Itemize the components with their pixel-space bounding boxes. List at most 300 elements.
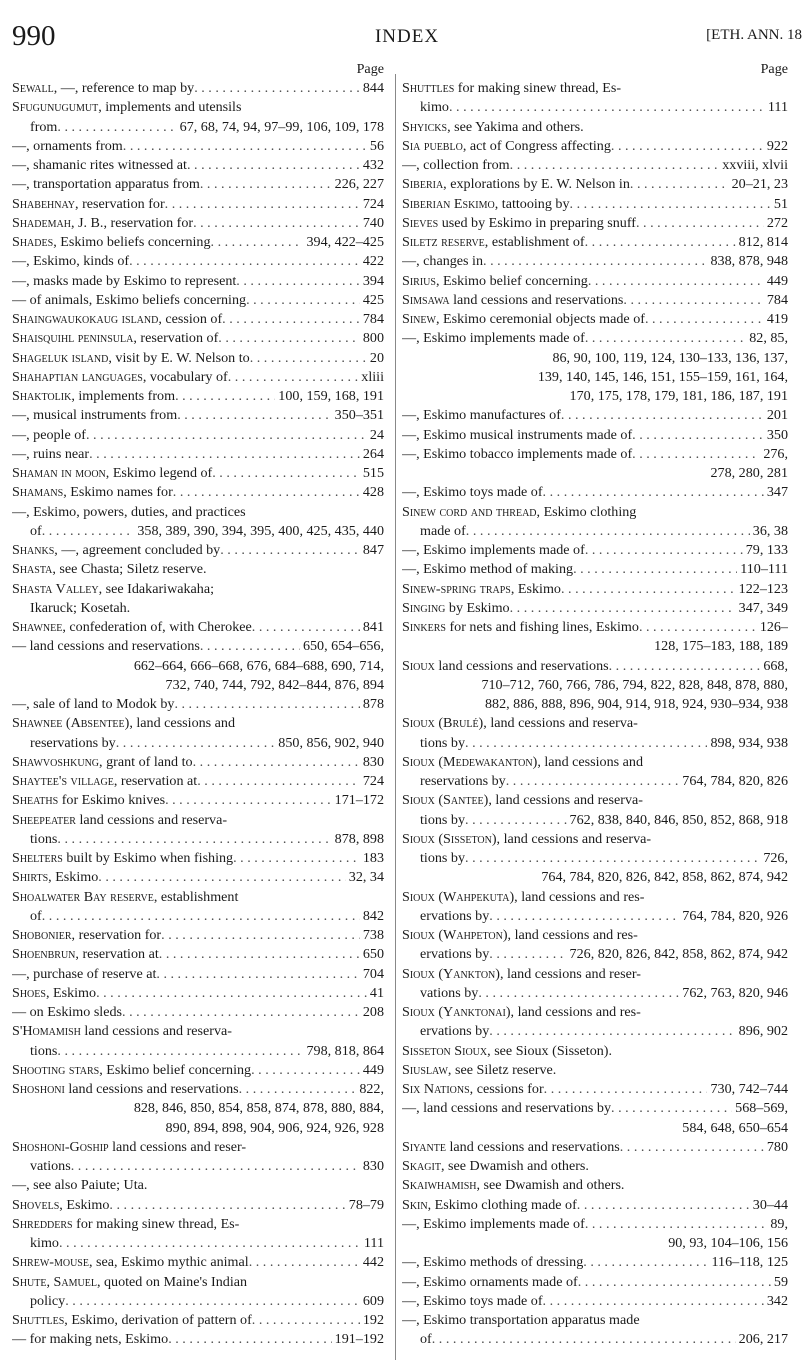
entry-heading: Sioux (Sisseton) (402, 830, 497, 847)
entry-body: — for making nets, Eskimo (12, 1331, 169, 1348)
dot-leader (573, 560, 737, 579)
dot-leader (630, 175, 729, 194)
entry-body: from (30, 118, 58, 135)
index-entry-line (402, 1215, 788, 1234)
entry-heading: Sioux (402, 657, 435, 674)
index-entry-line (402, 1292, 788, 1311)
page-refs: 442 (362, 1254, 384, 1271)
entry-text (12, 1003, 122, 1022)
entry-body: , sea, Eskimo mythic animal (88, 1254, 249, 1271)
entry-body: —, musical instruments from (12, 407, 178, 424)
entry-body: —, transportation apparatus from (12, 176, 200, 193)
index-entry-line (12, 195, 384, 214)
page-refs: 726, 820, 826, 842, 858, 862, 874, 942 (569, 946, 788, 963)
index-entry-line (12, 406, 384, 425)
entry-body: , land cessions and reserva- (488, 792, 643, 809)
index-entry-line (402, 1176, 788, 1195)
entry-text (12, 1080, 239, 1099)
entry-heading: S'Homamish (12, 1023, 81, 1040)
entry-body: , —, agreement concluded by (54, 542, 221, 558)
entry-text (12, 252, 129, 271)
page-refs: 201 (766, 407, 788, 424)
entry-body: tions by (420, 811, 466, 828)
entry-text (402, 618, 639, 637)
entry-body: , Eskimo (45, 984, 97, 1001)
page-refs: 36, 38 (752, 522, 788, 539)
dot-leader (57, 830, 331, 849)
entry-heading: Sfugunugumut (12, 99, 99, 116)
entry-text (12, 156, 187, 175)
index-entry-line (12, 445, 384, 464)
page-refs: xliii (361, 368, 384, 385)
page-refs: 668, (763, 657, 788, 674)
entry-heading: Shaytee's village (12, 773, 114, 789)
entry-text (420, 734, 465, 753)
page-refs: 740 (362, 214, 384, 231)
page-refs: 192 (362, 1312, 384, 1328)
section-title: INDEX (374, 26, 440, 47)
page-refs: 111 (363, 1235, 384, 1251)
index-entry-line (402, 541, 788, 560)
page-refs: 394, 422–425 (306, 234, 384, 250)
index-entry-line (402, 1061, 788, 1080)
entry-text (402, 310, 645, 329)
entry-body: , implements from (71, 388, 176, 404)
entry-body: , Eskimo (48, 869, 99, 886)
page-refs: 922 (766, 137, 788, 154)
entry-text (402, 195, 570, 214)
entry-body: , Eskimo clothing made of (427, 1196, 577, 1213)
entry-heading: Shuttles (12, 1312, 65, 1328)
entry-body: , land cessions and res- (507, 927, 638, 943)
page-refs: 449 (362, 1061, 384, 1078)
column-rule (395, 74, 396, 1360)
page-refs: 784 (766, 291, 788, 308)
page-refs: 347, 349 (738, 599, 788, 616)
index-entry-line (12, 868, 384, 887)
entry-body: —, ruins near (12, 445, 90, 462)
index-entry-line (402, 734, 788, 753)
entry-text (402, 291, 623, 310)
index-entry-line (12, 464, 384, 483)
page-refs: 896, 902 (738, 1023, 788, 1040)
dot-leader (98, 868, 346, 887)
dot-leader (465, 734, 707, 753)
entry-text (12, 483, 173, 502)
page-refs: 850, 856, 902, 940 (278, 734, 384, 751)
entry-text (12, 137, 123, 156)
dot-leader (561, 580, 736, 599)
entry-text (12, 503, 246, 522)
dot-leader (122, 1003, 360, 1022)
index-column-left (12, 60, 384, 1350)
dot-leader (109, 1196, 345, 1215)
dot-leader (233, 849, 360, 868)
dot-leader (211, 233, 304, 252)
dot-leader (620, 1138, 764, 1157)
index-entry-line (12, 1138, 384, 1157)
index-entry-line (12, 214, 384, 233)
entry-text (30, 118, 57, 137)
page-refs: 800 (362, 330, 384, 347)
entry-text (12, 445, 89, 464)
entry-body: , Eskimo belief concerning (435, 272, 588, 289)
entry-text (402, 580, 561, 599)
entry-body: reservations by (30, 734, 116, 751)
dot-leader (161, 926, 360, 945)
dot-leader (489, 1022, 735, 1041)
dot-leader (239, 1080, 357, 1099)
index-entry-line (12, 1311, 384, 1330)
entry-text (402, 657, 609, 676)
entry-text (12, 849, 233, 868)
entry-text (12, 1138, 246, 1157)
index-entry-line (12, 1022, 384, 1041)
dot-leader (174, 695, 359, 714)
index-entry-line (402, 1099, 788, 1118)
entry-heading: Sia pueblo (402, 137, 463, 154)
entry-body: — land cessions and reservations (12, 638, 200, 655)
dot-leader (246, 291, 360, 310)
dot-leader (42, 522, 135, 541)
page-refs: 170, 175, 178, 179, 181, 186, 187, 191 (569, 388, 788, 404)
entry-body: , visit by E. W. Nelson to (108, 349, 250, 366)
index-entry-line (12, 811, 384, 830)
index-entry-line (402, 1003, 788, 1022)
entry-body: —, masks made by Eskimo to represent (12, 272, 237, 289)
entry-body: —, ornaments from (12, 137, 123, 154)
entry-text (420, 772, 506, 791)
page-refs: xxviii, xlvii (722, 157, 788, 173)
entry-text (420, 849, 465, 868)
index-entry-line (402, 233, 788, 252)
page-refs: 79, 133 (745, 542, 788, 558)
entry-body: , —, reference to map by (53, 80, 195, 96)
page-refs: 830 (362, 1158, 384, 1174)
entry-text (12, 175, 200, 194)
entry-body: , implements and utensils (98, 99, 242, 116)
entry-body: , Eskimo names for (63, 484, 173, 501)
entry-text (12, 753, 193, 772)
entry-heading: Shabehnay (12, 195, 76, 212)
entry-text (402, 1099, 611, 1118)
index-entry-line (402, 1273, 788, 1292)
index-entry-line (12, 1003, 384, 1022)
entry-heading: Shageluk island (12, 349, 109, 366)
entry-heading: Sioux (Yanktonai) (402, 1004, 511, 1020)
entry-body: reservations by (420, 773, 506, 789)
page-refs: 20 (369, 349, 384, 366)
entry-body: — on Eskimo sleds (12, 1004, 123, 1020)
entry-heading: Shute, Samuel (12, 1273, 97, 1290)
entry-heading: Shoenbrun (12, 946, 76, 963)
entry-body: —, shamanic rites witnessed at (12, 157, 187, 173)
entry-body: land cessions and reser- (108, 1138, 247, 1155)
page-refs: 206, 217 (738, 1331, 788, 1348)
index-entry-line (402, 753, 788, 772)
entry-body: tions (30, 830, 58, 847)
index-entry-line (402, 618, 788, 637)
index-entry-line (12, 945, 384, 964)
entry-text (402, 714, 638, 733)
entry-heading: Simsawa (402, 291, 450, 308)
entry-heading: Shanks (12, 542, 55, 558)
entry-body: made of (420, 522, 466, 539)
entry-text (30, 830, 57, 849)
entry-body: , land cessions and res- (510, 1004, 641, 1020)
index-entry-line (12, 137, 384, 156)
page-refs: 111 (767, 99, 788, 116)
index-entry-line (12, 252, 384, 271)
entry-heading: Shoshoni-Goship (12, 1138, 109, 1155)
dot-leader (65, 1292, 360, 1311)
entry-body: —, Eskimo toys made of (402, 1292, 543, 1309)
dot-leader (611, 1099, 732, 1118)
entry-body: —, Eskimo toys made of (402, 484, 543, 501)
entry-body: tions (30, 1042, 58, 1059)
entry-body: kimo (420, 99, 449, 116)
entry-text (12, 1253, 249, 1272)
entry-text (402, 541, 585, 560)
page-refs: 428 (362, 484, 384, 501)
entry-text (12, 195, 165, 214)
index-entry-line (402, 599, 788, 618)
dot-leader (116, 734, 276, 753)
entry-text (12, 1215, 239, 1234)
entry-heading: Skagit (402, 1158, 441, 1174)
page-refs: 358, 389, 390, 394, 395, 400, 425, 435, 440 (137, 522, 384, 539)
index-entry-line (402, 329, 788, 348)
dot-leader (86, 426, 367, 445)
page-refs: 828, 846, 850, 854, 858, 874, 878, 880, 884, (133, 1100, 384, 1117)
index-entry-line (12, 599, 384, 618)
entry-text (402, 483, 543, 502)
entry-text (30, 907, 42, 926)
entry-text (12, 79, 194, 98)
entry-body: , see Yakima and others. (447, 118, 584, 135)
page-refs: 878, 898 (334, 830, 384, 847)
entry-body: , Eskimo legend of (105, 465, 213, 481)
index-entry-line (12, 580, 384, 599)
entry-body: , see Sioux (Sisseton). (487, 1042, 613, 1059)
entry-text (12, 868, 98, 887)
entry-body: , land cessions and res- (514, 888, 645, 905)
entry-body: —, Eskimo tobacco implements made of (402, 445, 633, 462)
entry-body: , reservation of (133, 330, 219, 347)
index-entry-line (12, 233, 384, 252)
entry-text (30, 1157, 71, 1176)
dot-leader (220, 541, 360, 560)
index-entry-line (12, 849, 384, 868)
index-entry-line (402, 984, 788, 1003)
index-entry-line (402, 464, 788, 483)
index-entry-line (402, 426, 788, 445)
entry-heading: Sioux (Santee) (402, 792, 489, 809)
entry-body: for making sinew thread, Es- (454, 80, 622, 96)
entry-text (402, 599, 510, 618)
page-refs: 650 (362, 946, 384, 963)
index-entry-line (12, 1080, 384, 1099)
entry-heading: Shirts (12, 869, 49, 886)
entry-text (420, 98, 449, 117)
dot-leader (252, 1311, 360, 1330)
page-refs: 780 (766, 1138, 788, 1155)
index-entry-line (402, 175, 788, 194)
index-column-right (402, 60, 788, 1350)
dot-leader (200, 637, 300, 656)
entry-text (12, 272, 236, 291)
index-entry-line (12, 965, 384, 984)
entry-body: —, Eskimo implements made of (402, 1215, 585, 1232)
entry-text (402, 1215, 585, 1234)
entry-body: —, Eskimo method of making (402, 561, 574, 578)
dot-leader (59, 1234, 361, 1253)
index-entry-line (402, 907, 788, 926)
dot-leader (585, 541, 743, 560)
entry-heading: Shamans (12, 484, 64, 501)
entry-text (12, 464, 212, 483)
dot-leader (252, 618, 360, 637)
page-refs: 724 (362, 195, 384, 212)
entry-heading: Shrew-mouse (12, 1254, 89, 1271)
dot-leader (510, 156, 720, 175)
entry-body: land cessions and reservations (445, 1138, 620, 1155)
page-number: 990 (12, 20, 56, 52)
dot-leader (222, 310, 360, 329)
index-entry-line (402, 868, 788, 887)
entry-body: ervations by (420, 1023, 490, 1040)
page-refs: 830 (362, 753, 384, 770)
index-entry-line (402, 772, 788, 791)
page-refs: 762, 763, 820, 946 (682, 984, 788, 1001)
index-entry-line (402, 1022, 788, 1041)
index-entry-line (12, 926, 384, 945)
dot-leader (212, 464, 360, 483)
index-entry-line (12, 387, 384, 406)
entry-text (402, 1292, 543, 1311)
entry-body: of (30, 907, 42, 924)
page-refs: 584, 648, 650–654 (682, 1119, 788, 1136)
page-refs: 272 (766, 214, 788, 231)
page-refs: 732, 740, 744, 792, 842–844, 876, 894 (165, 676, 384, 693)
page-refs: 726, (763, 850, 788, 866)
entry-text (402, 753, 643, 772)
dot-leader (236, 272, 360, 291)
entry-text (402, 503, 636, 522)
page-refs: 425 (362, 291, 384, 308)
entry-body: —, Eskimo implements made of (402, 330, 585, 347)
entry-body: , land cessions and (537, 753, 643, 770)
entry-heading: Skaiwhamish (402, 1177, 477, 1194)
entry-heading: Shoshoni (12, 1081, 65, 1097)
entry-text (402, 445, 632, 464)
entry-body: —, land cessions and reservations by (402, 1100, 612, 1117)
dot-leader (585, 233, 736, 252)
index-entry-line (402, 1253, 788, 1272)
entry-body: , tattooing by (494, 195, 570, 212)
index-entry-line (402, 1042, 788, 1061)
entry-body: , Eskimo clothing (536, 503, 637, 520)
entry-text (402, 175, 630, 194)
entry-text (402, 560, 573, 579)
entry-heading: Shaisquihl peninsula (12, 330, 134, 347)
entry-body: policy (30, 1292, 66, 1309)
dot-leader (173, 483, 360, 502)
entry-body: , land cessions and (129, 715, 236, 732)
dot-leader (197, 772, 360, 791)
entry-heading: Sinew (402, 311, 436, 327)
page-refs: 764, 784, 820, 826 (682, 773, 788, 789)
dot-leader (159, 945, 360, 964)
entry-text (12, 888, 238, 907)
index-entry-line (402, 830, 788, 849)
entry-text (30, 1292, 65, 1311)
index-entry-line (402, 714, 788, 733)
entry-heading: Shelters (12, 850, 63, 866)
entry-text (12, 426, 86, 445)
entry-body: built by Eskimo when fishing (62, 850, 234, 866)
page-refs: 191–192 (334, 1331, 384, 1348)
entry-text (12, 560, 207, 579)
entry-heading: Sioux (Brulé) (402, 715, 484, 732)
index-entry-line (12, 368, 384, 387)
entry-text (402, 406, 561, 425)
entry-text (12, 1273, 247, 1292)
entry-text (402, 156, 510, 175)
dot-leader (168, 1330, 331, 1349)
page-refs: 764, 784, 820, 826, 842, 858, 862, 874, 942 (541, 869, 788, 886)
page-refs: 762, 838, 840, 846, 850, 852, 868, 918 (569, 811, 788, 828)
entry-text (402, 1176, 624, 1195)
entry-text (12, 1330, 168, 1349)
entry-body: , land cessions and reser- (499, 965, 641, 982)
entry-heading: Shades (12, 234, 54, 250)
entry-body: for nets and fishing lines, Eskimo (445, 619, 639, 635)
entry-text (12, 637, 200, 656)
entry-text (402, 214, 636, 233)
index-entry-line (402, 849, 788, 868)
page-refs: 764, 784, 820, 926 (682, 907, 788, 924)
dot-leader (510, 599, 736, 618)
index-entry-line (12, 1215, 384, 1234)
entry-heading: Sioux (Medewakanton) (402, 753, 538, 770)
entry-text (402, 1080, 544, 1099)
index-entry-line (402, 137, 788, 156)
page-refs: 51 (773, 195, 788, 212)
entry-body: , see Siletz reserve. (447, 1061, 557, 1078)
page-refs: 208 (362, 1004, 384, 1020)
entry-heading: Shooting stars (12, 1061, 100, 1078)
dot-leader (561, 406, 764, 425)
dot-leader (578, 1273, 771, 1292)
index-entry-line (402, 214, 788, 233)
dot-leader (611, 137, 764, 156)
entry-text (12, 233, 211, 252)
entry-text (12, 349, 250, 368)
entry-text (402, 1311, 640, 1330)
index-entry-line (12, 1176, 384, 1195)
index-entry-line (12, 734, 384, 753)
dot-leader (165, 195, 360, 214)
entry-text (402, 1061, 556, 1080)
dot-leader (570, 195, 771, 214)
index-entry-line (12, 98, 384, 117)
entry-text (12, 387, 175, 406)
page-refs: 724 (362, 773, 384, 789)
page-refs: 838, 878, 948 (710, 253, 788, 270)
entry-text (402, 233, 585, 252)
entry-heading: Sewall (12, 80, 54, 96)
